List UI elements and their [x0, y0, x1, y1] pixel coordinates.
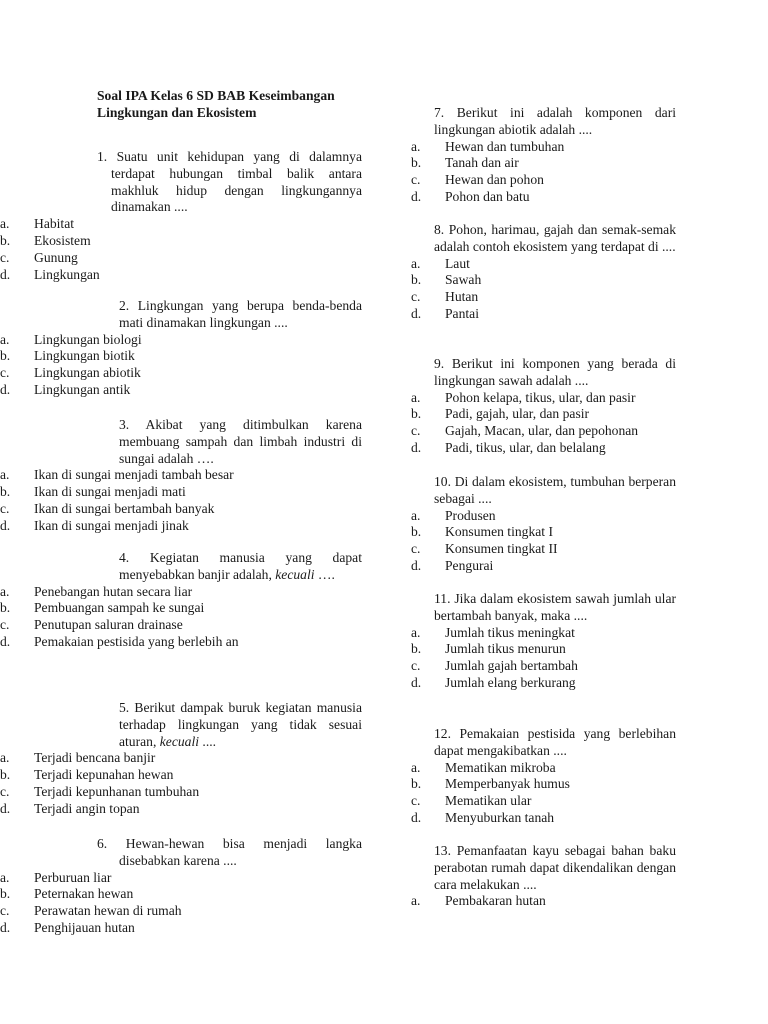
option-list	[411, 390, 676, 457]
option-letter: b.	[411, 155, 422, 171]
option-c	[0, 250, 362, 267]
option-list	[411, 625, 676, 692]
option-a	[411, 139, 676, 156]
option-text: Pemakaian pestisida yang berlebih an	[34, 633, 239, 649]
option-letter: d.	[411, 557, 422, 573]
option-letter: c.	[411, 423, 421, 439]
option-b	[411, 406, 676, 423]
option-list	[411, 893, 676, 910]
option-letter: d.	[0, 633, 11, 649]
question-stem: 6. Hewan-hewan bisa menjadi langka disebabkan karena ....	[97, 836, 362, 868]
option-letter: a.	[0, 583, 10, 599]
question-10	[411, 474, 676, 575]
option-list	[411, 760, 676, 827]
option-text: Jumlah elang berkurang	[445, 674, 576, 690]
option-letter: d.	[0, 517, 11, 533]
option-a	[411, 508, 676, 525]
question-1	[0, 149, 362, 283]
option-b	[0, 600, 362, 617]
option-text: Jumlah gajah bertambah	[445, 658, 578, 674]
option-b	[0, 767, 362, 784]
option-text: Hutan	[445, 289, 479, 305]
option-letter: a.	[411, 507, 421, 523]
question-2	[0, 298, 362, 399]
option-text: Terjadi kepunhanan tumbuhan	[34, 783, 200, 799]
question-stem: 2. Lingkungan yang berupa benda-benda mati dinamakan lingkungan ....	[119, 298, 362, 330]
option-letter: b.	[0, 600, 11, 616]
option-c	[411, 172, 676, 189]
option-text: Ikan di sungai bertambah banyak	[34, 500, 215, 516]
option-letter: b.	[411, 641, 422, 657]
question-7	[411, 105, 676, 206]
option-d	[0, 801, 362, 818]
option-list	[0, 216, 362, 283]
stem-text-end: ....	[199, 733, 217, 749]
option-text: Pengurai	[445, 557, 494, 573]
option-letter: a.	[0, 467, 10, 483]
option-letter: b.	[0, 348, 11, 364]
option-letter: c.	[0, 617, 10, 633]
option-text: Hewan dan tumbuhan	[445, 138, 565, 154]
option-letter: d.	[411, 674, 422, 690]
option-text: Lingkungan abiotik	[34, 365, 141, 381]
option-a	[411, 893, 676, 910]
question-stem: 7. Berikut ini adalah komponen dari lingkungan abiotik adalah ....	[434, 105, 676, 137]
option-text: Padi, gajah, ular, dan pasir	[445, 406, 590, 422]
option-list	[411, 508, 676, 575]
option-c	[0, 365, 362, 382]
option-letter: c.	[0, 365, 10, 381]
option-letter: b.	[411, 524, 422, 540]
option-text: Ikan di sungai menjadi tambah besar	[34, 467, 234, 483]
option-a	[0, 750, 362, 767]
option-letter: c.	[411, 289, 421, 305]
option-letter: d.	[0, 266, 11, 282]
option-d	[0, 634, 362, 651]
option-list	[0, 467, 362, 534]
question-stem	[97, 550, 362, 584]
option-text: Terjadi angin topan	[34, 800, 140, 816]
option-letter: c.	[0, 249, 10, 265]
option-letter: c.	[411, 172, 421, 188]
option-text: Konsumen tingkat I	[445, 524, 553, 540]
option-b	[411, 272, 676, 289]
option-c	[0, 501, 362, 518]
option-text: Pantai	[445, 305, 479, 321]
worksheet-title: Soal IPA Kelas 6 SD BAB Keseimbangan Lingkungan dan Ekosistem	[97, 88, 335, 120]
option-c	[0, 617, 362, 634]
option-letter: d.	[411, 809, 422, 825]
option-letter: d.	[0, 800, 11, 816]
option-letter: d.	[411, 188, 422, 204]
option-d	[411, 675, 676, 692]
option-list	[0, 870, 362, 937]
option-d	[411, 810, 676, 827]
option-list	[411, 256, 676, 323]
option-text: Pohon dan batu	[445, 188, 530, 204]
option-letter: c.	[0, 903, 10, 919]
option-b	[411, 641, 676, 658]
option-text: Peternakan hewan	[34, 886, 134, 902]
question-stem: 10. Di dalam ekosistem, tumbuhan berperan sebagai ....	[434, 474, 676, 506]
option-b	[0, 886, 362, 903]
stem-emphasis: kecuali	[159, 733, 200, 749]
option-text: Tanah dan air	[445, 155, 519, 171]
option-d	[0, 920, 362, 937]
option-c	[411, 658, 676, 675]
question-stem	[97, 700, 362, 750]
question-3	[0, 417, 362, 535]
option-a	[411, 390, 676, 407]
option-text: Terjadi bencana banjir	[34, 750, 156, 766]
option-a	[411, 760, 676, 777]
question-stem: 13. Pemanfaatan kayu sebagai bahan baku perabotan rumah dapat dikendalikan dengan cara melakukan ....	[434, 843, 676, 892]
question-13	[411, 843, 676, 910]
option-text: Memperbanyak humus	[445, 776, 570, 792]
question-12	[411, 726, 676, 827]
option-letter: a.	[411, 138, 421, 154]
option-a	[411, 625, 676, 642]
question-stem: 12. Pemakaian pestisida yang berlebihan dapat mengakibatkan ....	[434, 726, 676, 758]
option-text: Konsumen tingkat II	[445, 541, 558, 557]
option-d	[411, 306, 676, 323]
option-d	[0, 267, 362, 284]
option-letter: a.	[0, 869, 10, 885]
option-a	[0, 216, 362, 233]
option-b	[411, 524, 676, 541]
option-letter: a.	[411, 389, 421, 405]
option-letter: a.	[0, 750, 10, 766]
question-stem: 8. Pohon, harimau, gajah dan semak-semak adalah contoh ekosistem yang terdapat di ....	[434, 222, 676, 254]
question-11	[411, 591, 676, 692]
option-text: Mematikan mikroba	[445, 759, 556, 775]
question-8	[411, 222, 676, 323]
option-text: Pembuangan sampah ke sungai	[34, 600, 205, 616]
option-letter: b.	[0, 484, 11, 500]
option-c	[411, 793, 676, 810]
option-text: Perawatan hewan di rumah	[34, 903, 182, 919]
option-text: Penghijauan hutan	[34, 919, 135, 935]
option-list	[0, 750, 362, 817]
option-text: Gunung	[34, 249, 78, 265]
option-a	[0, 332, 362, 349]
option-c	[411, 423, 676, 440]
option-letter: b.	[411, 406, 422, 422]
option-text: Padi, tikus, ular, dan belalang	[445, 439, 606, 455]
option-text: Penebangan hutan secara liar	[34, 583, 193, 599]
option-letter: a.	[0, 216, 10, 232]
stem-text: 4. Kegiatan manusia yang dapat menyebabkan banjir adalah,	[119, 550, 362, 582]
option-text: Menyuburkan tanah	[445, 809, 555, 825]
question-stem: 9. Berikut ini komponen yang berada di lingkungan sawah adalah ....	[434, 356, 676, 388]
option-letter: c.	[0, 500, 10, 516]
option-d	[0, 518, 362, 535]
option-text: Produsen	[445, 507, 496, 523]
option-list	[0, 332, 362, 399]
option-text: Ekosistem	[34, 232, 91, 248]
option-list	[0, 584, 362, 651]
option-letter: a.	[411, 624, 421, 640]
option-d	[411, 558, 676, 575]
option-text: Ikan di sungai menjadi mati	[34, 484, 186, 500]
option-text: Mematikan ular	[445, 793, 532, 809]
option-text: Lingkungan	[34, 266, 100, 282]
option-d	[411, 440, 676, 457]
option-a	[0, 870, 362, 887]
option-letter: d.	[411, 439, 422, 455]
option-letter: d.	[0, 381, 11, 397]
option-text: Lingkungan biotik	[34, 348, 135, 364]
option-b	[0, 233, 362, 250]
option-text: Jumlah tikus meningkat	[445, 624, 575, 640]
question-6	[0, 836, 362, 937]
option-text: Lingkungan antik	[34, 381, 131, 397]
option-list	[411, 139, 676, 206]
option-letter: d.	[411, 305, 422, 321]
option-letter: c.	[411, 793, 421, 809]
option-text: Pembakaran hutan	[445, 893, 546, 909]
option-letter: b.	[411, 272, 422, 288]
option-text: Sawah	[445, 272, 482, 288]
option-text: Jumlah tikus menurun	[445, 641, 566, 657]
option-text: Penutupan saluran drainase	[34, 617, 183, 633]
question-5	[0, 700, 362, 818]
option-letter: b.	[0, 232, 11, 248]
option-c	[411, 289, 676, 306]
option-text: Lingkungan biologi	[34, 331, 142, 347]
option-text: Ikan di sungai menjadi jinak	[34, 517, 189, 533]
option-letter: c.	[411, 541, 421, 557]
option-letter: d.	[0, 919, 11, 935]
option-letter: c.	[411, 658, 421, 674]
option-a	[411, 256, 676, 273]
option-text: Laut	[445, 255, 470, 271]
option-d	[411, 189, 676, 206]
question-4	[0, 550, 362, 651]
stem-emphasis: kecuali	[275, 566, 315, 582]
option-d	[0, 382, 362, 399]
option-letter: b.	[0, 767, 11, 783]
option-letter: c.	[0, 783, 10, 799]
option-a	[0, 584, 362, 601]
option-text: Gajah, Macan, ular, dan pepohonan	[445, 423, 639, 439]
option-letter: a.	[411, 759, 421, 775]
option-c	[0, 903, 362, 920]
option-text: Hewan dan pohon	[445, 172, 544, 188]
option-letter: a.	[0, 331, 10, 347]
question-stem: 3. Akibat yang ditimbulkan karena membuang sampah dan limbah industri di sungai adalah ….	[119, 417, 362, 466]
option-b	[411, 776, 676, 793]
option-b	[0, 348, 362, 365]
stem-text: 5. Berikut dampak buruk kegiatan manusia terhadap lingkungan yang tidak sesuai aturan,	[119, 700, 362, 749]
option-letter: a.	[411, 893, 421, 909]
stem-text-end: ….	[314, 566, 335, 582]
option-text: Habitat	[34, 216, 75, 232]
option-letter: b.	[411, 776, 422, 792]
option-b	[0, 484, 362, 501]
question-stem: 1. Suatu unit kehidupan yang di dalamnya terdapat hubungan timbal balik antara makhluk hidup dengan lingkungannya dinamakan ....	[97, 149, 362, 215]
option-letter: a.	[411, 255, 421, 271]
option-c	[0, 784, 362, 801]
option-b	[411, 155, 676, 172]
question-9	[411, 356, 676, 457]
option-text: Perburuan liar	[34, 869, 112, 885]
option-c	[411, 541, 676, 558]
option-text: Terjadi kepunahan hewan	[34, 767, 174, 783]
question-stem: 11. Jika dalam ekosistem sawah jumlah ular bertambah banyak, maka ....	[434, 591, 676, 623]
option-a	[0, 467, 362, 484]
option-text: Pohon kelapa, tikus, ular, dan pasir	[445, 389, 636, 405]
option-letter: b.	[0, 886, 11, 902]
